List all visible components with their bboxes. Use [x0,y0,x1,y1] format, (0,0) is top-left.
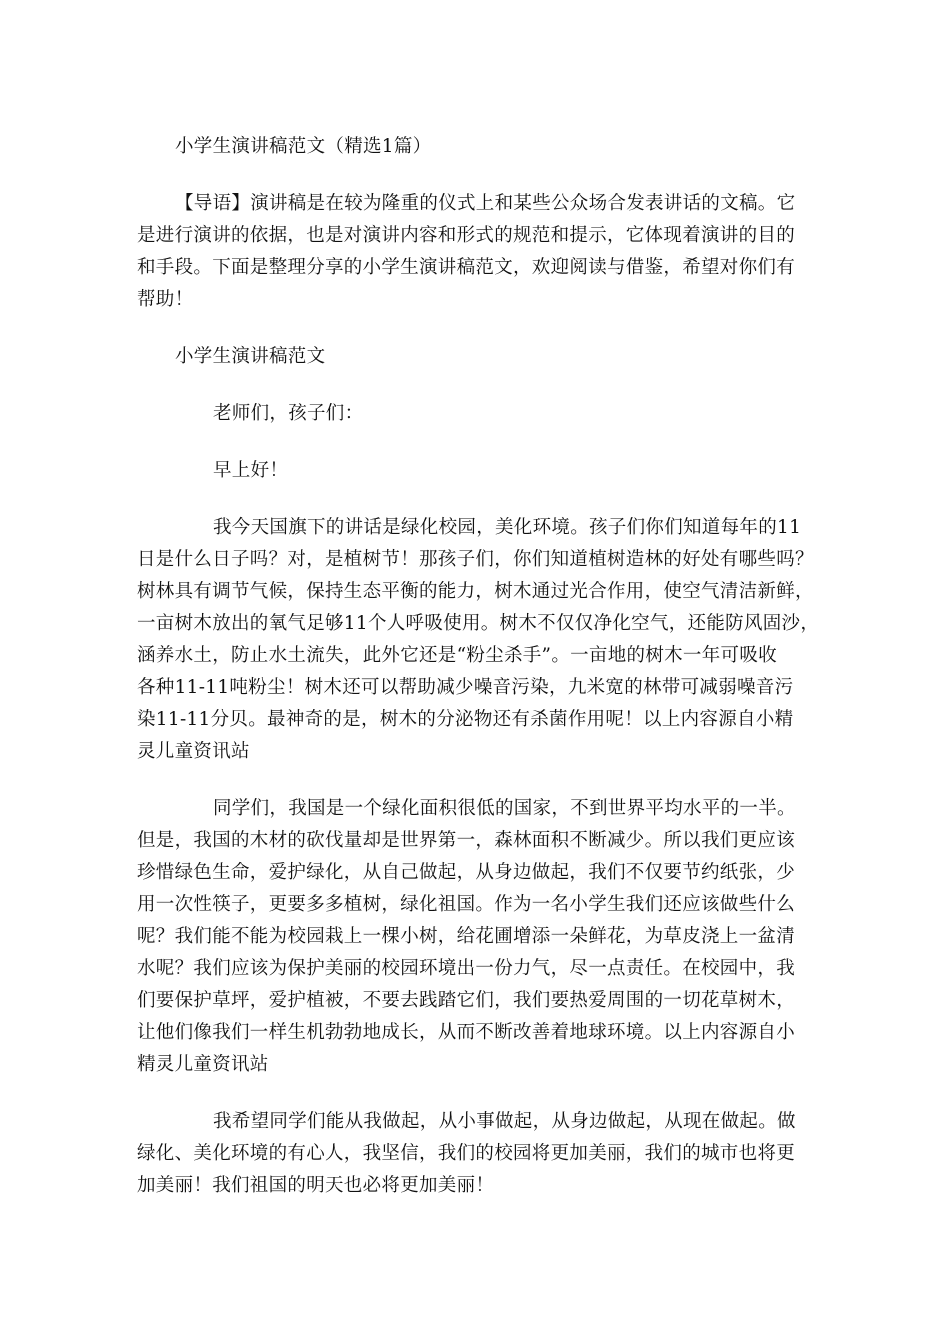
paragraph1-line: 一亩树木放出的氧气足够11个人呼吸使用。树木不仅仅净化空气，还能防风固沙， [137,613,820,634]
paragraph1-line: 我今天国旗下的讲话是绿化校园，美化环境。孩子们你们知道每年的11 [213,517,802,538]
paragraph1-line: 树林具有调节气候，保持生态平衡的能力，树木通过光合作用，使空气清洁新鲜， [137,581,814,602]
paragraph2-line: 们要保护草坪，爱护植被，不要去践踏它们，我们要热爱周围的一切花草树木， [137,990,796,1011]
paragraph2-line: 水呢？我们应该为保护美丽的校园环境出一份力气，尽一点责任。在校园中，我 [137,958,796,979]
intro-line: 帮助！ [137,289,194,310]
paragraph2-line: 让他们像我们一样生机勃勃地成长，从而不断改善着地球环境。以上内容源自小 [137,1022,796,1043]
paragraph2-line: 精灵儿童资讯站 [137,1054,269,1075]
paragraph1-line: 日是什么日子吗？对，是植树节！那孩子们，你们知道植树造林的好处有哪些吗？ [137,549,814,570]
greeting: 早上好！ [213,460,289,481]
paragraph2-line: 但是，我国的木材的砍伐量却是世界第一，森林面积不断减少。所以我们更应该 [137,830,796,851]
paragraph1-line: 灵儿童资讯站 [137,741,250,762]
paragraph3-line: 加美丽！我们祖国的明天也必将更加美丽！ [137,1175,495,1196]
paragraph3-line: 我希望同学们能从我做起，从小事做起，从身边做起，从现在做起。做 [213,1111,796,1132]
section-subtitle: 小学生演讲稿范文 [175,346,326,367]
paragraph2-line: 用一次性筷子，更要多多植树，绿化祖国。作为一名小学生我们还应该做些什么 [137,894,796,915]
intro-line: 是进行演讲的依据，也是对演讲内容和形式的规范和提示，它体现着演讲的目的 [137,225,796,246]
intro-line: 【导语】演讲稿是在较为隆重的仪式上和某些公众场合发表讲话的文稿。它 [175,193,796,214]
paragraph2-line: 呢？我们能不能为校园栽上一棵小树，给花圃增添一朵鲜花，为草皮浇上一盆清 [137,926,796,947]
paragraph2-line: 珍惜绿色生命，爱护绿化，从自己做起，从身边做起，我们不仅要节约纸张，少 [137,862,796,883]
salutation: 老师们，孩子们： [213,403,364,424]
paragraph1-line: 涵养水土，防止水土流失，此外它还是“粉尘杀手”。一亩地的树木一年可吸收 [137,645,777,666]
paragraph3-line: 绿化、美化环境的有心人，我坚信，我们的校园将更加美丽，我们的城市也将更 [137,1143,796,1164]
paragraph1-line: 各种11-11吨粉尘！树木还可以帮助减少噪音污染，九米宽的林带可减弱噪音污 [137,677,794,698]
paragraph1-line: 染11-11分贝。最神奇的是，树木的分泌物还有杀菌作用呢！以上内容源自小精 [137,709,794,730]
document-title: 小学生演讲稿范文（精选1篇） [175,136,432,157]
intro-line: 和手段。下面是整理分享的小学生演讲稿范文，欢迎阅读与借鉴，希望对你们有 [137,257,796,278]
paragraph2-line: 同学们，我国是一个绿化面积很低的国家，不到世界平均水平的一半。 [213,798,796,819]
